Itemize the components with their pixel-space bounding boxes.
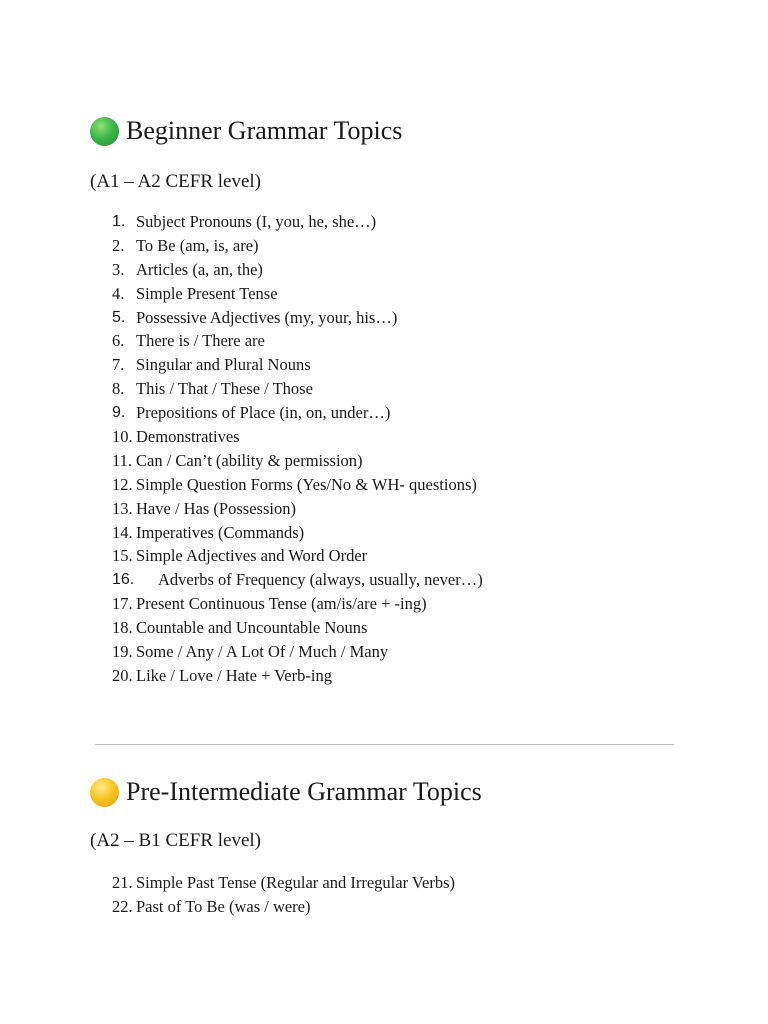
item-text: Prepositions of Place (in, on, under…) bbox=[136, 403, 391, 423]
item-number: 17. bbox=[112, 594, 133, 614]
item-number: 13. bbox=[112, 498, 133, 518]
item-text: Present Continuous Tense (am/is/are + -ing) bbox=[136, 594, 427, 614]
item-number: 22. bbox=[112, 896, 133, 916]
item-text: Possessive Adjectives (my, your, his…) bbox=[136, 307, 398, 327]
pre-intermediate-section bbox=[90, 774, 690, 916]
item-number: 19. bbox=[112, 642, 133, 662]
item-text: Simple Past Tense (Regular and Irregular Verbs) bbox=[136, 873, 455, 892]
item-number: 4. bbox=[112, 283, 125, 303]
item-text: Simple Question Forms (Yes/No & WH- questions) bbox=[136, 474, 477, 494]
item-text: Like / Love / Hate + Verb-ing bbox=[136, 665, 332, 685]
item-text: Can / Can’t (ability & permission) bbox=[136, 450, 363, 470]
cefr-level: (A2 – B1 CEFR level) bbox=[90, 830, 261, 851]
heading-text: Pre-Intermediate Grammar Topics bbox=[126, 777, 482, 806]
item-text: Articles (a, an, the) bbox=[136, 259, 263, 279]
item-number: 2. bbox=[112, 235, 125, 255]
section-heading bbox=[90, 774, 690, 810]
item-text: Have / Has (Possession) bbox=[136, 498, 296, 518]
item-text: Simple Present Tense bbox=[136, 283, 278, 303]
item-number: 15. bbox=[112, 546, 133, 566]
item-text: To Be (am, is, are) bbox=[136, 235, 259, 255]
item-text: There is / There are bbox=[136, 331, 265, 351]
yellow-circle-icon bbox=[90, 778, 119, 807]
item-number: 18. bbox=[112, 618, 133, 638]
item-number: 3. bbox=[112, 259, 125, 279]
item-number: 1. bbox=[112, 213, 126, 230]
section-divider bbox=[95, 744, 674, 745]
item-number: 16. bbox=[112, 571, 135, 589]
item-text: This / That / These / Those bbox=[136, 379, 313, 399]
cefr-level: (A1 – A2 CEFR level) bbox=[90, 171, 261, 192]
green-circle-icon bbox=[90, 117, 119, 146]
section-heading bbox=[90, 113, 690, 149]
item-text: Adverbs of Frequency (always, usually, never…) bbox=[158, 570, 483, 590]
item-number: 20. bbox=[112, 665, 133, 685]
item-text: Imperatives (Commands) bbox=[136, 522, 305, 542]
item-text: Past of To Be (was / were) bbox=[136, 896, 311, 916]
item-number: 7. bbox=[112, 355, 125, 375]
item-number: 5. bbox=[112, 308, 126, 326]
item-number: 14. bbox=[112, 522, 133, 542]
item-number: 21. bbox=[112, 873, 133, 892]
item-text: Subject Pronouns (I, you, he, she…) bbox=[136, 212, 377, 231]
item-number: 8. bbox=[112, 379, 125, 399]
item-number: 12. bbox=[112, 474, 133, 494]
item-text: Demonstratives bbox=[136, 427, 240, 447]
item-number: 11. bbox=[112, 450, 133, 470]
item-text: Some / Any / A Lot Of / Much / Many bbox=[136, 642, 389, 662]
item-text: Countable and Uncountable Nouns bbox=[136, 618, 368, 638]
heading-text: Beginner Grammar Topics bbox=[126, 116, 403, 145]
item-number: 9. bbox=[112, 404, 126, 422]
item-text: Singular and Plural Nouns bbox=[136, 355, 311, 375]
item-text: Simple Adjectives and Word Order bbox=[136, 546, 368, 566]
beginner-section bbox=[90, 113, 690, 685]
item-number: 10. bbox=[112, 427, 133, 447]
item-number: 6. bbox=[112, 331, 125, 351]
